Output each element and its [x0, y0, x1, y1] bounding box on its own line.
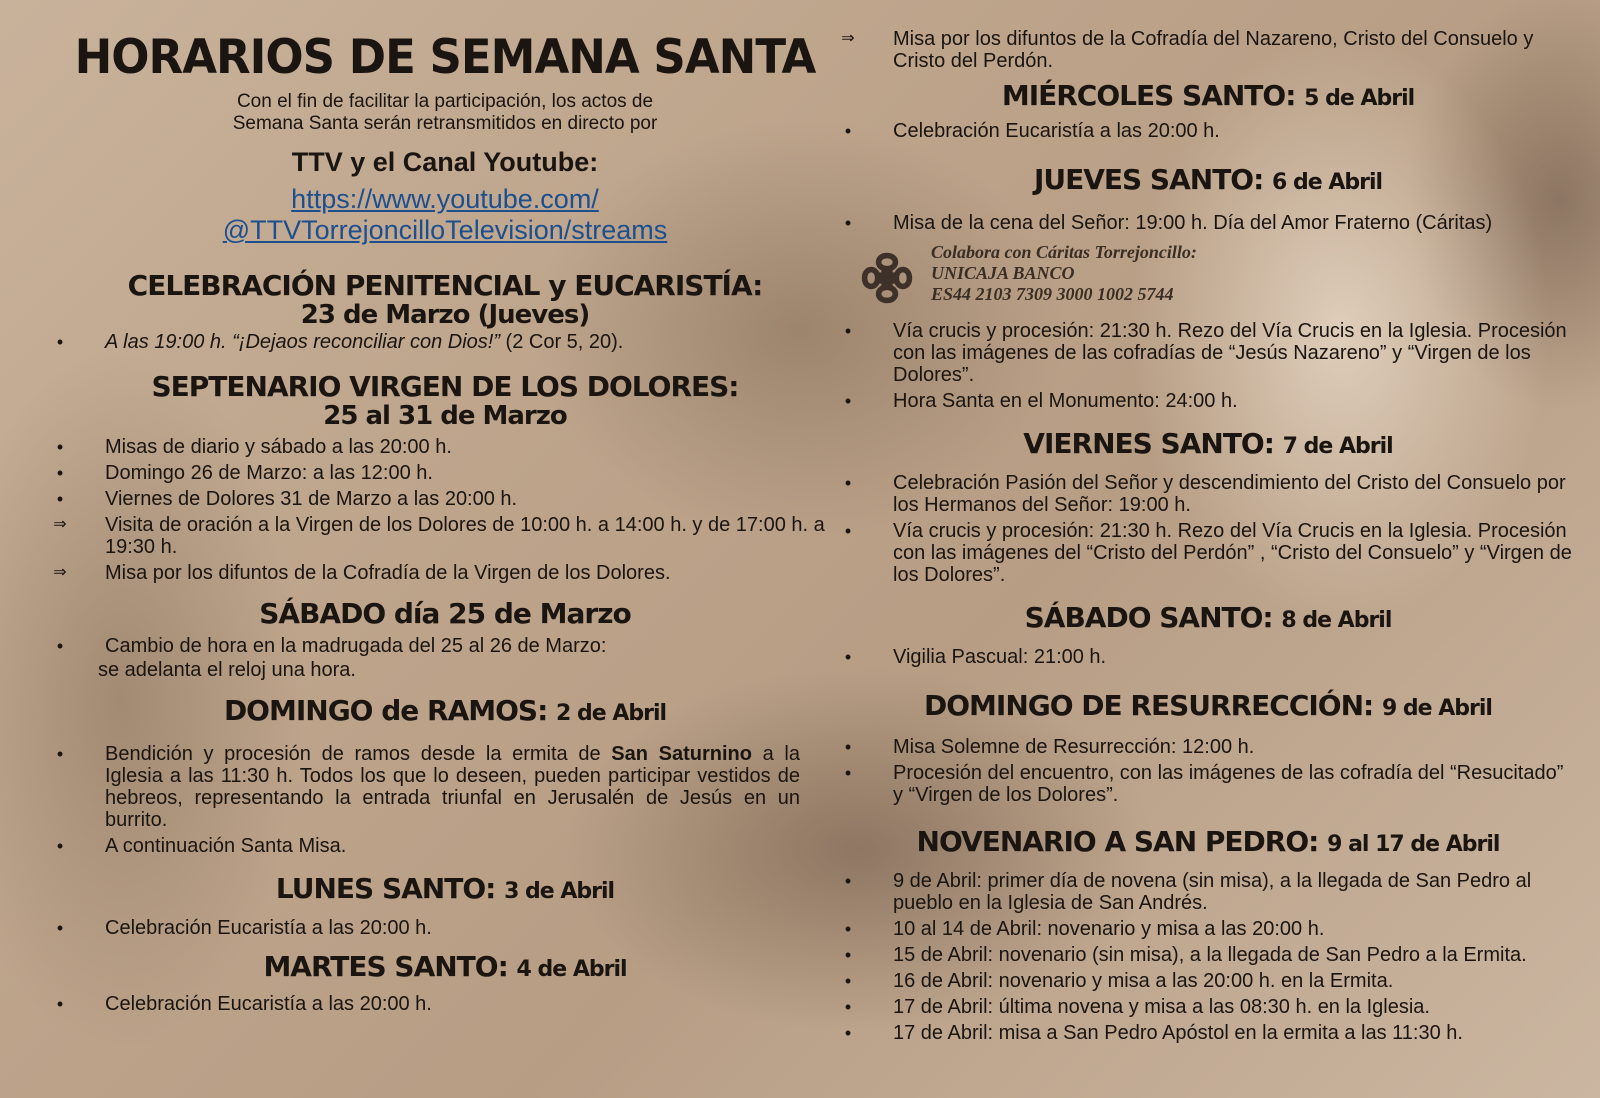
jueves-heading-b: 6 de Abril	[1272, 170, 1383, 195]
caritas-account: ES44 2103 7309 3000 1002 5744	[931, 284, 1174, 304]
list-item	[838, 320, 1578, 386]
youtube-link-line-1[interactable]: https://www.youtube.com/	[291, 184, 599, 214]
list-item-text: 10 al 14 de Abril: novenario y misa a las 20:00 h.	[893, 918, 1325, 940]
arrow-icon: ⇒	[53, 516, 67, 533]
arrow-icon: ⇒	[53, 564, 67, 581]
resurreccion-item-2: Procesión del encuentro, con las imágenes de las cofradía del “Resucitado” y “Virgen de los Dolores”.	[893, 762, 1564, 806]
bullet-icon: •	[844, 213, 852, 233]
lunes-heading-b: 3 de Abril	[504, 879, 615, 904]
list-item-text: 17 de Abril: última novena y misa a las 08:30 h. en la Iglesia.	[893, 996, 1430, 1018]
caritas-cross-icon	[858, 250, 916, 306]
jueves-item-3: Hora Santa en el Monumento: 24:00 h.	[893, 390, 1238, 412]
intro-line-1: Con el fin de facilitar la participación, los actos de	[236, 91, 654, 112]
viernes-heading-b: 7 de Abril	[1282, 434, 1393, 459]
list-item	[838, 390, 1578, 412]
sabado25-heading-text: SÁBADO día 25 de Marzo	[259, 597, 631, 630]
list-item	[838, 212, 1578, 234]
penitencial-item-italic: A las 19:00 h. “¡Dejaos reconciliar con Dios!”	[105, 331, 500, 353]
jueves-heading-a: JUEVES SANTO:	[1033, 163, 1273, 196]
bullet-icon: •	[844, 737, 852, 757]
penitencial-heading-line-2: 23 de Marzo (Jueves)	[300, 300, 590, 330]
resurreccion-heading-a: DOMINGO DE RESURRECCIÓN:	[924, 689, 1382, 722]
list-item	[838, 120, 1578, 142]
septenario-heading-line-2: 25 al 31 de Marzo	[323, 401, 567, 431]
bullet-icon: •	[844, 971, 852, 991]
ramos-item-1-a: Bendición y procesión de ramos desde la ermita de	[105, 743, 612, 765]
list-item	[838, 970, 1578, 992]
viernes-heading	[838, 428, 1578, 462]
miercoles-heading	[838, 80, 1578, 114]
list-item	[838, 944, 1578, 966]
caritas-line-1: Colabora con Cáritas Torrejoncillo:	[931, 242, 1197, 262]
page-title: HORARIOS DE SEMANA SANTA	[74, 28, 816, 85]
bullet-icon: •	[844, 473, 852, 493]
list-item	[50, 743, 800, 831]
miercoles-heading-b: 5 de Abril	[1304, 86, 1415, 111]
bullet-icon: •	[56, 463, 64, 483]
list-item	[50, 514, 840, 558]
penitencial-heading-line-1: CELEBRACIÓN PENITENCIAL y EUCARISTÍA:	[127, 269, 763, 302]
martes-item-1: Celebración Eucaristía a las 20:00 h.	[105, 993, 432, 1015]
list-item	[838, 1022, 1578, 1044]
arrow-icon: ⇒	[841, 30, 855, 47]
bullet-icon: •	[844, 871, 852, 891]
caritas-line-2: UNICAJA BANCO	[931, 263, 1075, 283]
bullet-icon: •	[56, 918, 64, 938]
sabado25-list	[50, 635, 840, 657]
caritas-text	[931, 242, 1197, 305]
penitencial-heading	[50, 270, 840, 329]
jueves-item-2: Vía crucis y procesión: 21:30 h. Rezo del Vía Crucis en la Iglesia. Procesión con las imágenes de las cofradías de “Jesús Nazareno” y “Virgen de los Dolores”.	[893, 320, 1567, 386]
bullet-icon: •	[844, 647, 852, 667]
martes-list	[50, 993, 840, 1015]
novenario-list	[838, 870, 1578, 1044]
novenario-heading	[838, 826, 1578, 860]
bullet-icon: •	[844, 763, 852, 783]
resurreccion-item-1: Misa Solemne de Resurrección: 12:00 h.	[893, 736, 1255, 758]
list-item	[838, 520, 1578, 586]
sabado-santo-item: Vigilia Pascual: 21:00 h.	[893, 646, 1107, 668]
list-item	[838, 918, 1578, 940]
list-item-text: Visita de oración a la Virgen de los Dolores de 10:00 h. a 14:00 h. y de 17:00 h. a 19:30 h.	[105, 514, 825, 558]
list-item	[838, 472, 1578, 516]
list-item-text: Domingo 26 de Marzo: a las 12:00 h.	[105, 462, 433, 484]
list-item	[50, 635, 840, 657]
martes-heading-b: 4 de Abril	[516, 957, 627, 982]
list-item	[838, 28, 1578, 72]
sabado25-heading	[50, 598, 840, 629]
list-item-text: 16 de Abril: novenario y misa a las 20:00 h. en la Ermita.	[893, 970, 1394, 992]
sabado25-line-1: Cambio de hora en la madrugada del 25 al 26 de Marzo:	[105, 635, 607, 657]
viernes-item-1: Celebración Pasión del Señor y descendimiento del Cristo del Consuelo por los Hermanos del Señor: 19:00 h.	[893, 472, 1566, 516]
lunes-list	[50, 917, 840, 939]
list-item-text: 17 de Abril: misa a San Pedro Apóstol en la ermita a las 11:30 h.	[893, 1022, 1463, 1044]
sabado-santo-heading-b: 8 de Abril	[1281, 608, 1392, 633]
ramos-heading	[50, 695, 840, 729]
list-item	[50, 993, 840, 1015]
ramos-heading-a: DOMINGO de RAMOS:	[223, 694, 557, 727]
septenario-heading-line-1: SEPTENARIO VIRGEN DE LOS DOLORES:	[151, 370, 739, 403]
bullet-icon: •	[844, 321, 852, 341]
sabado-santo-list	[838, 646, 1578, 668]
penitencial-list	[50, 331, 840, 353]
penitencial-item-ref: (2 Cor 5, 20).	[499, 331, 624, 353]
bullet-icon: •	[844, 997, 852, 1017]
ramos-item-1-b: San Saturnino	[611, 743, 752, 765]
sabado-santo-heading	[838, 602, 1578, 636]
bullet-icon: •	[56, 836, 64, 856]
martes-heading	[50, 951, 840, 985]
list-item-text: Misa por los difuntos de la Cofradía de la Virgen de los Dolores.	[105, 562, 671, 584]
lunes-heading	[50, 873, 840, 907]
bullet-icon: •	[56, 744, 64, 764]
resurreccion-heading	[838, 690, 1578, 724]
bullet-icon: •	[844, 945, 852, 965]
resurreccion-list	[838, 736, 1578, 806]
bullet-icon: •	[56, 994, 64, 1014]
list-item-text: Misas de diario y sábado a las 20:00 h.	[105, 436, 452, 458]
list-item-text: Viernes de Dolores 31 de Marzo a las 20:00 h.	[105, 488, 518, 510]
ttv-heading: TTV y el Canal Youtube:	[291, 147, 599, 177]
sabado-santo-heading-a: SÁBADO SANTO:	[1024, 601, 1282, 634]
miercoles-item: Celebración Eucaristía a las 20:00 h.	[893, 120, 1220, 142]
jueves-list-2	[838, 320, 1578, 412]
list-item	[838, 870, 1578, 914]
martes-item-2: Misa por los difuntos de la Cofradía del Nazareno, Cristo del Consuelo y Cristo del Perdón.	[893, 28, 1534, 72]
right-column	[838, 0, 1578, 1044]
jueves-list	[838, 212, 1578, 234]
ramos-heading-b: 2 de Abril	[556, 701, 667, 726]
ramos-list	[50, 743, 840, 857]
bullet-icon: •	[56, 437, 64, 457]
intro-line-2: Semana Santa serán retransmitidos en directo por	[232, 113, 658, 134]
bullet-icon: •	[844, 121, 852, 141]
miercoles-heading-a: MIÉRCOLES SANTO:	[1001, 79, 1305, 112]
list-item	[838, 646, 1578, 668]
list-item	[50, 488, 840, 510]
septenario-list	[50, 436, 840, 584]
youtube-link[interactable]	[50, 184, 840, 246]
intro-text	[50, 91, 840, 135]
septenario-heading	[50, 371, 840, 430]
list-item	[838, 736, 1578, 758]
caritas-box	[838, 242, 1578, 312]
novenario-heading-b: 9 al 17 de Abril	[1327, 832, 1500, 857]
bullet-icon: •	[844, 521, 852, 541]
bullet-icon: •	[56, 489, 64, 509]
jueves-heading	[838, 164, 1578, 198]
ramos-item-2: A continuación Santa Misa.	[105, 835, 347, 857]
bullet-icon: •	[56, 636, 64, 656]
list-item-text: 9 de Abril: primer día de novena (sin misa), a la llegada de San Pedro al pueblo en la Iglesia de San Andrés.	[893, 870, 1532, 914]
bullet-icon: •	[844, 391, 852, 411]
bullet-icon: •	[56, 332, 64, 352]
lunes-heading-a: LUNES SANTO:	[275, 872, 505, 905]
viernes-heading-a: VIERNES SANTO:	[1023, 427, 1283, 460]
list-item	[838, 762, 1578, 806]
novenario-heading-a: NOVENARIO A SAN PEDRO:	[916, 825, 1328, 858]
miercoles-list	[838, 120, 1578, 142]
martes-list-continued	[838, 28, 1578, 72]
youtube-link-line-2[interactable]: @TTVTorrejoncilloTelevision/streams	[222, 215, 668, 245]
list-item	[50, 835, 800, 857]
list-item	[50, 331, 840, 353]
list-item	[50, 562, 840, 584]
lunes-item: Celebración Eucaristía a las 20:00 h.	[105, 917, 432, 939]
list-item-text: 15 de Abril: novenario (sin misa), a la llegada de San Pedro a la Ermita.	[893, 944, 1527, 966]
jueves-item-1: Misa de la cena del Señor: 19:00 h. Día del Amor Fraterno (Cáritas)	[893, 212, 1493, 234]
sabado25-line-2: se adelanta el reloj una hora.	[98, 659, 356, 681]
martes-heading-a: MARTES SANTO:	[263, 950, 517, 983]
bullet-icon: •	[844, 1023, 852, 1043]
viernes-list	[838, 472, 1578, 586]
list-item	[838, 996, 1578, 1018]
viernes-item-2: Vía crucis y procesión: 21:30 h. Rezo del Vía Crucis en la Iglesia. Procesión con las imágenes del “Cristo del Perdón” , “Cristo del Consuelo” y “Virgen de los Dolores”.	[893, 520, 1572, 586]
list-item	[50, 436, 840, 458]
list-item	[50, 917, 840, 939]
resurreccion-heading-b: 9 de Abril	[1381, 696, 1492, 721]
list-item	[50, 462, 840, 484]
left-column	[50, 0, 840, 1015]
bullet-icon: •	[844, 919, 852, 939]
ramos-item-1-c: a la Iglesia a las 11:30 h. Todos los que lo deseen, pueden participar vestidos de hebreos, representando la entrada triunfal en Jerusalén de Jesús en un burrito.	[105, 743, 800, 831]
